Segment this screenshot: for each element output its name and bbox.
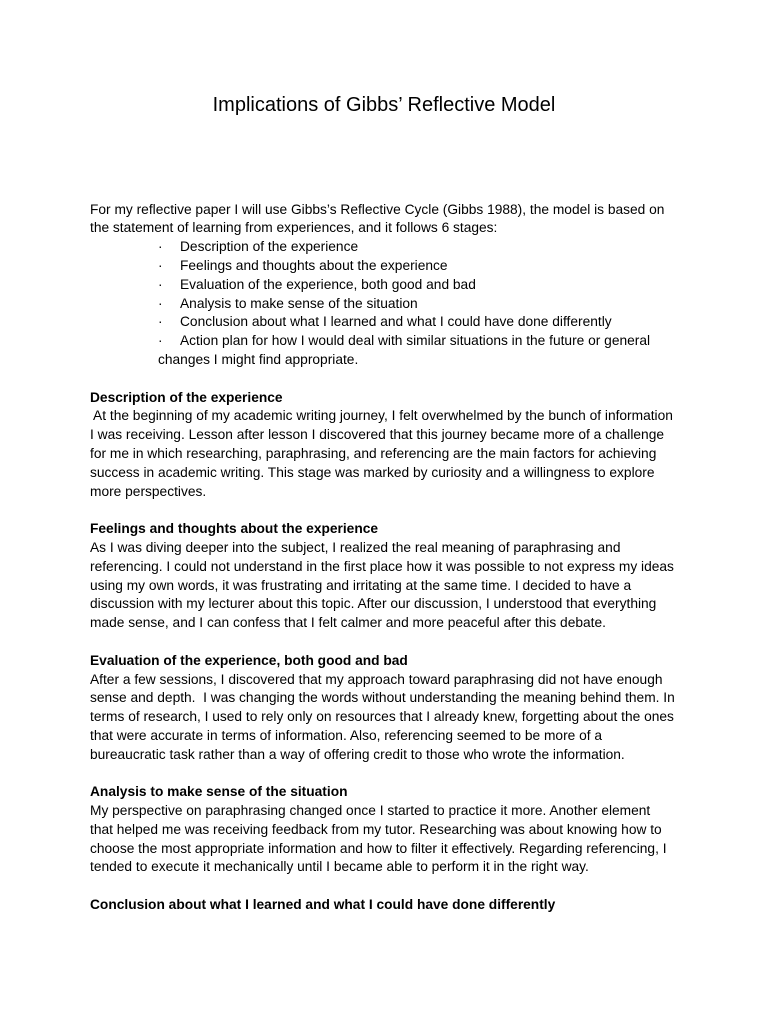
bullet-marker: · xyxy=(158,333,163,349)
section-feelings xyxy=(90,520,730,633)
stage-item xyxy=(90,276,730,295)
section-evaluation xyxy=(90,652,730,765)
section-line: discussion with my lecturer about this topic. After our discussion, I understood that everything xyxy=(90,596,657,612)
section-line: sense and depth. I was changing the words without understanding the meaning behind them. In xyxy=(90,690,675,706)
section-line: bureaucratic task rather than a way of offering credit to those who wrote the information. xyxy=(90,746,625,762)
stage-item xyxy=(90,238,730,257)
section-line: that helped me was receiving feedback from my tutor. Researching was about knowing how to xyxy=(90,821,662,837)
section-line: terms of research, I used to rely only on resources that I already knew, forgetting about the ones xyxy=(90,709,674,725)
section-heading: Description of the experience xyxy=(90,389,283,405)
stage-line xyxy=(90,276,730,295)
stage-item xyxy=(90,332,730,370)
document-body xyxy=(90,201,730,915)
section-line: My perspective on paraphrasing changed once I started to practice it more. Another element xyxy=(90,803,651,819)
section-line: At the beginning of my academic writing journey, I felt overwhelmed by the bunch of information xyxy=(90,408,673,424)
section-line: referencing. I could not understand in the first place how it was possible to not express my ideas xyxy=(90,558,674,574)
bullet-marker: · xyxy=(158,239,163,255)
section-line: tended to execute it mechanically until I became able to perform it in the right way. xyxy=(90,859,589,875)
stage-item xyxy=(90,295,730,314)
section-heading: Analysis to make sense of the situation xyxy=(90,784,348,800)
section-heading: Conclusion about what I learned and what I could have done differently xyxy=(90,897,556,913)
bullet-marker: · xyxy=(158,295,163,311)
stage-line xyxy=(90,332,730,351)
section-analysis xyxy=(90,783,730,877)
section-conclusion xyxy=(90,896,730,915)
stage-text: Analysis to make sense of the situation xyxy=(180,295,418,311)
stage-text: Evaluation of the experience, both good and bad xyxy=(180,276,476,292)
section-line: After a few sessions, I discovered that my approach toward paraphrasing did not have enough xyxy=(90,671,663,687)
section-line: As I was diving deeper into the subject, I realized the real meaning of paraphrasing and xyxy=(90,539,621,555)
intro-line: the statement of learning from experiences, and it follows 6 stages: xyxy=(90,220,498,236)
section-line: that were accurate in terms of information. Also, referencing seemed to be more of a xyxy=(90,727,603,743)
section-line: I was receiving. Lesson after lesson I discovered that this journey became more of a challenge xyxy=(90,427,664,443)
section-heading: Evaluation of the experience, both good and bad xyxy=(90,652,408,668)
section-line: using my own words, it was frustrating and irritating at the same time. I decided to have a xyxy=(90,577,632,593)
section-line: for me in which researching, paraphrasing, and referencing are the main factors for achieving xyxy=(90,445,657,461)
stage-line xyxy=(90,257,730,276)
stage-line xyxy=(90,313,730,332)
bullet-marker: · xyxy=(158,257,163,273)
section-description xyxy=(90,389,730,502)
stage-item xyxy=(90,313,730,332)
stage-text: Description of the experience xyxy=(180,239,359,255)
section-line: made sense, and I can confess that I felt calmer and more peaceful after this debate. xyxy=(90,615,606,631)
stage-text: Action plan for how I would deal with similar situations in the future or general xyxy=(180,333,651,349)
section-heading: Feelings and thoughts about the experience xyxy=(90,521,379,537)
document-title: Implications of Gibbs’ Reflective Model xyxy=(212,94,556,116)
section-line: more perspectives. xyxy=(90,483,207,499)
bullet-marker: · xyxy=(158,314,163,330)
stages-list xyxy=(90,238,730,370)
section-line: success in academic writing. This stage was marked by curiosity and a willingness to explore xyxy=(90,464,655,480)
stage-text: Conclusion about what I learned and what I could have done differently xyxy=(180,314,612,330)
stage-text: Feelings and thoughts about the experience xyxy=(180,257,448,273)
intro-paragraph xyxy=(90,201,730,239)
stage-item xyxy=(90,257,730,276)
section-line: choose the most appropriate information and how to filter it effectively. Regarding referencing, I xyxy=(90,840,667,856)
intro-line: For my reflective paper I will use Gibbs’s Reflective Cycle (Gibbs 1988), the model is based on xyxy=(90,201,665,217)
bullet-marker: · xyxy=(158,276,163,292)
stage-continuation-line: changes I might find appropriate. xyxy=(158,351,359,367)
stage-line xyxy=(90,295,730,314)
stage-line xyxy=(90,238,730,257)
